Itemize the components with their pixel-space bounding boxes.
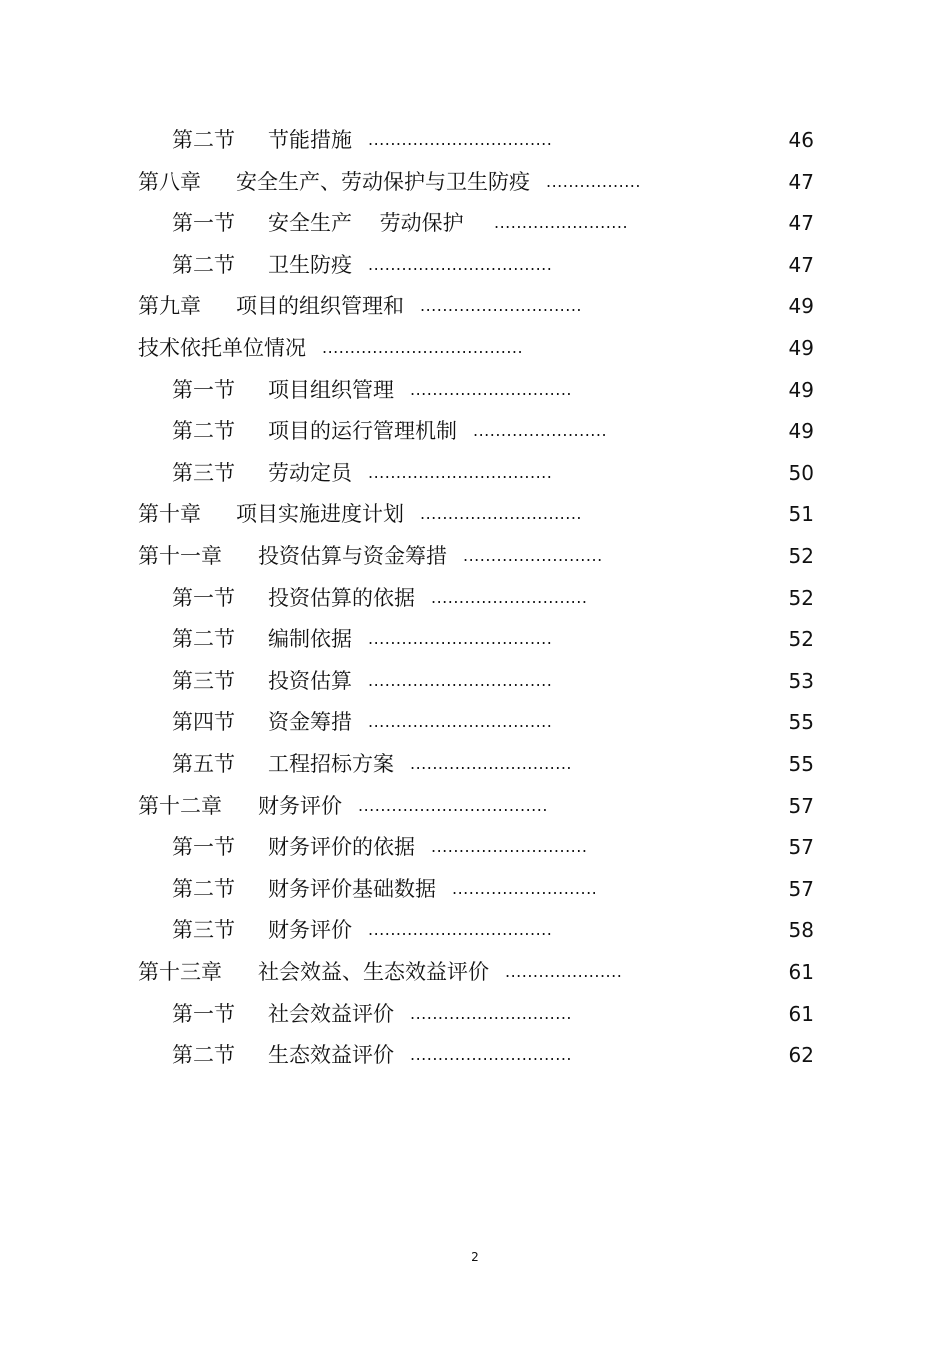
toc-entry-page: 61 (788, 1001, 814, 1026)
toc-entry-leader: ............................. (420, 504, 582, 524)
toc-entry-leader: .................................. (358, 795, 548, 815)
toc-entry-number: 第一节 (172, 1001, 235, 1026)
toc-entry-leader: ............................. (410, 1003, 572, 1023)
toc-entry-title: 生态效益评价 (268, 1043, 394, 1068)
toc-entry[interactable] (0, 1035, 950, 1075)
toc-entry-page: 57 (788, 876, 814, 901)
toc-entry-title: 社会效益、生态效益评价 (258, 960, 489, 984)
toc-entry-title: 财务评价基础数据 (268, 876, 436, 901)
toc-entry-number: 第一节 (172, 377, 235, 402)
toc-entry-leader: ............................. (420, 296, 582, 316)
toc-entry-number: 第四节 (172, 710, 235, 735)
toc-entry-title: 卫生防疫 (268, 252, 352, 277)
toc-entry[interactable] (0, 162, 950, 202)
toc-entry-number: 第一节 (172, 585, 235, 610)
toc-entry-title: 安全生产、劳动保护与卫生防疫 (236, 169, 530, 194)
toc-entry-leader: ............................. (410, 379, 572, 399)
toc-entry-number: 第二节 (172, 252, 235, 277)
toc-entry-leader: ................................. (368, 629, 553, 649)
toc-entry[interactable] (0, 411, 950, 451)
toc-entry-title: 项目实施进度计划 (236, 502, 404, 527)
toc-entry[interactable] (0, 120, 950, 160)
toc-entry-leader: ................................. (368, 712, 553, 732)
toc-entry-page: 49 (788, 419, 814, 444)
toc-entry-title: 社会效益评价 (268, 1001, 394, 1026)
toc-entry[interactable] (0, 578, 950, 618)
toc-entry[interactable] (0, 910, 950, 950)
toc-entry-page: 47 (788, 211, 814, 236)
toc-entry[interactable] (0, 203, 950, 243)
toc-entry-number: 第二节 (172, 876, 235, 901)
toc-entry-leader: ................................. (368, 920, 553, 940)
toc-entry-title: 投资估算与资金筹措 (258, 544, 447, 568)
toc-entry-page: 61 (788, 960, 814, 984)
toc-entry-title: 项目的组织管理和 (236, 294, 404, 319)
toc-entry-page: 49 (788, 294, 814, 319)
toc-entry-page: 55 (788, 710, 814, 735)
toc-entry-leader: ................................. (368, 254, 553, 274)
toc-entry-leader: ................. (546, 171, 641, 191)
toc-entry-title: 节能措施 (268, 128, 352, 152)
toc-entry-title: 投资估算的依据 (268, 585, 415, 610)
toc-entry-number: 第十二章 (138, 793, 222, 818)
toc-entry-title: 财务评价 (258, 793, 342, 818)
toc-entry-leader: ............................. (410, 1045, 572, 1065)
toc-entry-number: 第三节 (172, 460, 235, 485)
toc-entry-page: 49 (788, 377, 814, 402)
toc-entry-title: 项目的运行管理机制 (268, 419, 457, 444)
toc-entry-number: 第十三章 (138, 960, 222, 984)
toc-entry-leader: ........................ (473, 421, 608, 441)
toc-entry[interactable] (0, 744, 950, 784)
toc-entry-page: 57 (788, 793, 814, 818)
toc-entry[interactable] (0, 453, 950, 493)
toc-entry-page: 47 (788, 169, 814, 194)
toc-entry[interactable] (0, 245, 950, 285)
toc-entry-number: 第三节 (172, 668, 235, 693)
toc-entry-page: 46 (788, 128, 814, 152)
toc-entry-page: 50 (788, 460, 814, 485)
toc-entry[interactable] (0, 952, 950, 992)
toc-entry-leader: .......................... (452, 878, 598, 898)
toc-entry-title: 财务评价 (268, 918, 352, 943)
toc-entry[interactable] (0, 286, 950, 326)
toc-entry[interactable] (0, 494, 950, 534)
toc-entry-leader: ................................. (368, 462, 553, 482)
toc-entry-leader: ................................. (368, 670, 553, 690)
toc-entry[interactable] (0, 786, 950, 826)
toc-entry-number: 第二节 (172, 128, 235, 152)
toc-entry-number: 第二节 (172, 1043, 235, 1068)
toc-entry-title: 投资估算 (268, 668, 352, 693)
toc-entry-leader: ............................. (410, 754, 572, 773)
toc-entry-leader: ......................... (463, 546, 603, 565)
toc-entry-leader: ................................. (368, 130, 553, 149)
toc-entry-leader: ..................... (505, 962, 623, 981)
toc-entry[interactable] (0, 702, 950, 742)
toc-entry-title: 项目组织管理 (268, 377, 394, 402)
toc-entry-page: 49 (788, 336, 814, 360)
toc-entry-page: 47 (788, 252, 814, 277)
toc-entry-number: 第三节 (172, 918, 235, 943)
toc-entry-title: 财务评价的依据 (268, 835, 415, 860)
toc-entry-page: 51 (788, 502, 814, 527)
toc-entry-leader: ............................ (431, 837, 588, 857)
toc-entry-number: 第一节 (172, 211, 235, 236)
toc-entry-number: 第十一章 (138, 544, 222, 568)
toc-entry-page: 62 (788, 1043, 814, 1068)
toc-entry-number: 第八章 (138, 169, 201, 194)
toc-entry-page: 53 (788, 668, 814, 693)
toc-entry[interactable] (0, 619, 950, 659)
toc-entry-title: 安全生产 劳动保护 (268, 211, 464, 236)
toc-entry-number: 第十章 (138, 502, 201, 527)
toc-entry-leader: .................................... (322, 338, 524, 357)
toc-entry-page: 57 (788, 835, 814, 860)
toc-entry-title: 资金筹措 (268, 710, 352, 735)
toc-entry-title: 劳动定员 (268, 460, 352, 485)
toc-entry[interactable] (0, 869, 950, 909)
toc-entry-page: 52 (788, 627, 814, 652)
toc-entry[interactable] (0, 370, 950, 410)
toc-entry-title: 编制依据 (268, 627, 352, 652)
toc-entry-number: 第二节 (172, 627, 235, 652)
page-number: 2 (471, 1250, 479, 1264)
toc-entry-title: 工程招标方案 (268, 752, 394, 776)
toc-entry[interactable] (0, 661, 950, 701)
toc-entry-page: 55 (788, 752, 814, 776)
toc-entry-page: 52 (788, 544, 814, 568)
toc-entry-leader: ........................ (494, 213, 629, 233)
toc-entry-number: 第二节 (172, 419, 235, 444)
toc-entry-number: 第五节 (172, 752, 235, 776)
toc-entry[interactable] (0, 536, 950, 576)
toc-entry-leader: ............................ (431, 587, 588, 607)
toc-entry[interactable] (0, 994, 950, 1034)
toc-entry-number: 第九章 (138, 294, 201, 319)
toc-entry-page: 52 (788, 585, 814, 610)
toc-entry[interactable] (0, 827, 950, 867)
toc-entry[interactable] (0, 328, 950, 368)
toc-entry-number: 第一节 (172, 835, 235, 860)
toc-entry-title: 技术依托单位情况 (138, 336, 306, 360)
toc-entry-page: 58 (788, 918, 814, 943)
